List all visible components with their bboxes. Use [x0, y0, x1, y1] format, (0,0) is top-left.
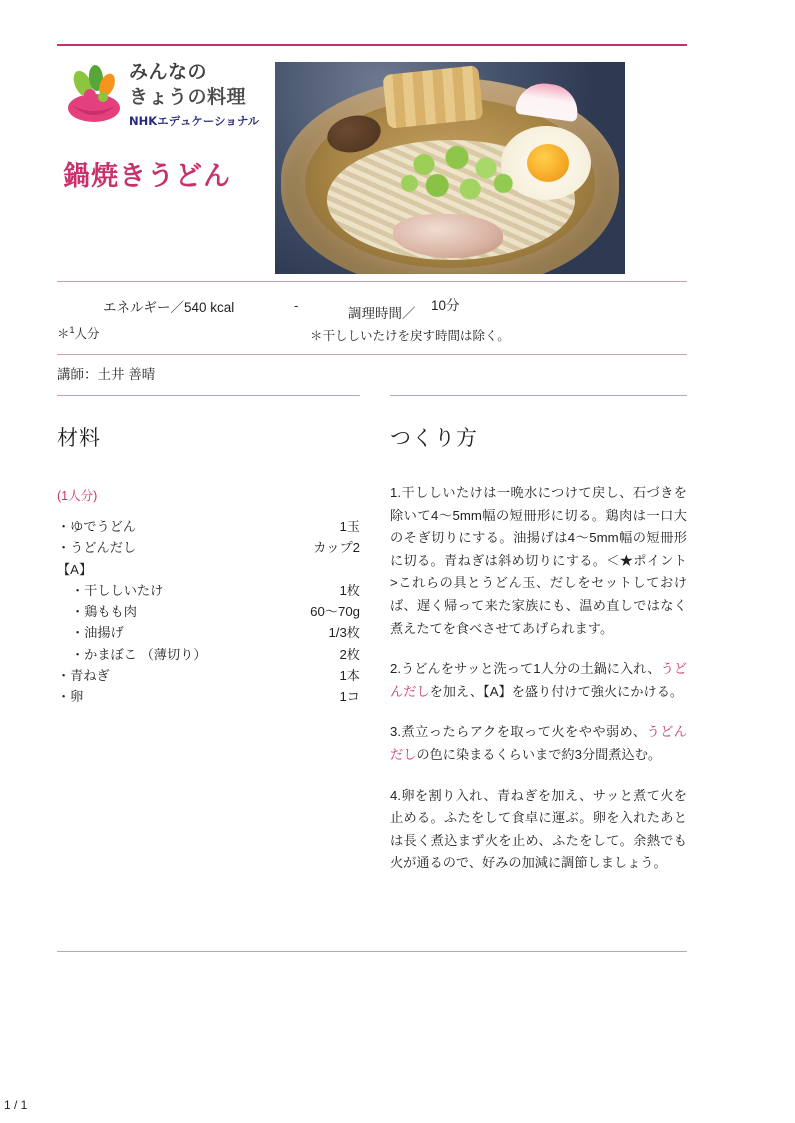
directions-steps	[390, 482, 687, 875]
photo-fried-tofu	[382, 65, 483, 129]
step-text: を加え、【A】を盛り付けて強火にかける。	[429, 683, 684, 699]
ingredient-row	[57, 686, 360, 707]
directions-column	[390, 395, 687, 893]
ingredient-row	[57, 601, 360, 622]
content-columns	[57, 395, 687, 955]
ingredient-amount: 60〜70g	[310, 604, 360, 620]
ingredient-row	[57, 580, 360, 601]
ingredient-row	[57, 665, 360, 686]
step-highlight-text: うどんだし	[390, 724, 687, 762]
teacher-name: 講師：土井 善晴	[57, 367, 156, 382]
photo-egg-yolk	[527, 144, 569, 182]
brand-nhk-line: NHKエデュケーショナル	[129, 114, 260, 128]
ingredients-column	[57, 395, 360, 708]
cooking-time-label: 調理時間／	[348, 306, 416, 321]
directions-heading: つくり方	[390, 426, 478, 450]
step-highlight-text: うどんだし	[390, 661, 688, 699]
brand-logo-text	[129, 60, 271, 129]
step-text: 4.卵を割り入れ、青ねぎを加え、サッと煮て火を止める。ふたをして食卓に運ぶ。卵を入れたあとは長く煮込まず火を止め、ふたをして。余熱でも火が通るので、好みの加減に調節しましょう。	[390, 787, 687, 871]
ingredients-divider	[57, 395, 360, 396]
servings-note	[57, 324, 100, 342]
ingredient-row	[57, 559, 360, 580]
ingredient-amount: 1枚	[339, 582, 360, 598]
step-text: の色に染まるくらいまで約3分間煮込む。	[416, 746, 662, 762]
ingredient-name: 【A】	[57, 561, 93, 577]
servings-note-mark: ＊	[57, 327, 70, 341]
page-title: 鍋焼きうどん	[63, 161, 231, 192]
photo-green-onion	[391, 140, 523, 210]
vegetable-bowl-logo-icon	[63, 64, 125, 124]
ingredients-servings: (1人分)	[57, 489, 98, 503]
info-separator: -	[294, 298, 299, 313]
soaking-note: ＊干ししいたけを戻す時間は除く。	[310, 329, 510, 343]
recipe-header	[57, 46, 687, 281]
page-indicator: 1 / 1	[4, 1098, 28, 1112]
brand-line-1: みんなの	[129, 61, 208, 83]
ingredient-amount: 1本	[339, 668, 360, 684]
ingredient-name: ・かまぼこ （薄切り）	[71, 646, 207, 662]
direction-step	[390, 721, 687, 766]
direction-step	[390, 482, 687, 640]
ingredient-name: ・油揚げ	[71, 625, 124, 641]
ingredient-amount: カップ2	[313, 540, 360, 556]
recipe-sheet	[57, 44, 687, 955]
ingredient-name: ・青ねぎ	[57, 668, 110, 684]
recipe-info-band	[57, 282, 687, 354]
servings-note-sup: 1	[69, 324, 75, 335]
ingredient-row	[57, 644, 360, 665]
ingredient-row	[57, 622, 360, 643]
energy-value: エネルギー／540 kcal	[103, 300, 235, 315]
direction-step	[390, 658, 687, 703]
dish-photo	[275, 62, 625, 274]
ingredient-name: ・干ししいたけ	[71, 582, 164, 598]
directions-divider	[390, 395, 687, 396]
ingredient-amount: 1玉	[339, 519, 360, 534]
servings-note-text: 人分	[74, 327, 100, 341]
ingredient-name: ・卵	[57, 689, 84, 705]
ingredient-name: ・うどんだし	[57, 540, 137, 556]
ingredient-name: ・鶏もも肉	[71, 604, 137, 620]
teacher-band	[57, 355, 687, 391]
step-text: 1.干ししいたけは一晩水につけて戻し、石づきを除いて4〜5mm幅の短冊形に切る。鶏肉は一口大のそぎ切りにする。油揚げは4〜5mm幅の短冊形に切る。青ねぎは斜め切りにする。＜★ポイント>これらの具とうどん玉、だしをセットしておけば、遅く帰って来た家族にも、温め直しではなく煮えたてを食べさせてあげられます。	[390, 485, 687, 636]
ingredient-amount: 2枚	[339, 646, 360, 662]
brand-logo	[63, 60, 271, 146]
ingredients-list	[57, 516, 360, 708]
ingredient-row	[57, 537, 360, 558]
bottom-divider	[57, 951, 687, 952]
ingredient-name: ・ゆでうどん	[57, 519, 137, 534]
ingredient-amount: 1コ	[339, 689, 360, 705]
cooking-time-value: 10分	[431, 298, 460, 313]
step-text: 3.煮立ったらアクを取って火をやや弱め、	[390, 724, 647, 740]
brand-line-2: きょうの料理	[129, 86, 247, 108]
step-text: 2.うどんをサッと洗って1人分の土鍋に入れ、	[390, 661, 661, 677]
ingredient-amount: 1/3枚	[328, 625, 360, 641]
ingredient-row	[57, 516, 360, 537]
ingredients-heading: 材料	[57, 426, 101, 450]
direction-step	[390, 785, 687, 875]
